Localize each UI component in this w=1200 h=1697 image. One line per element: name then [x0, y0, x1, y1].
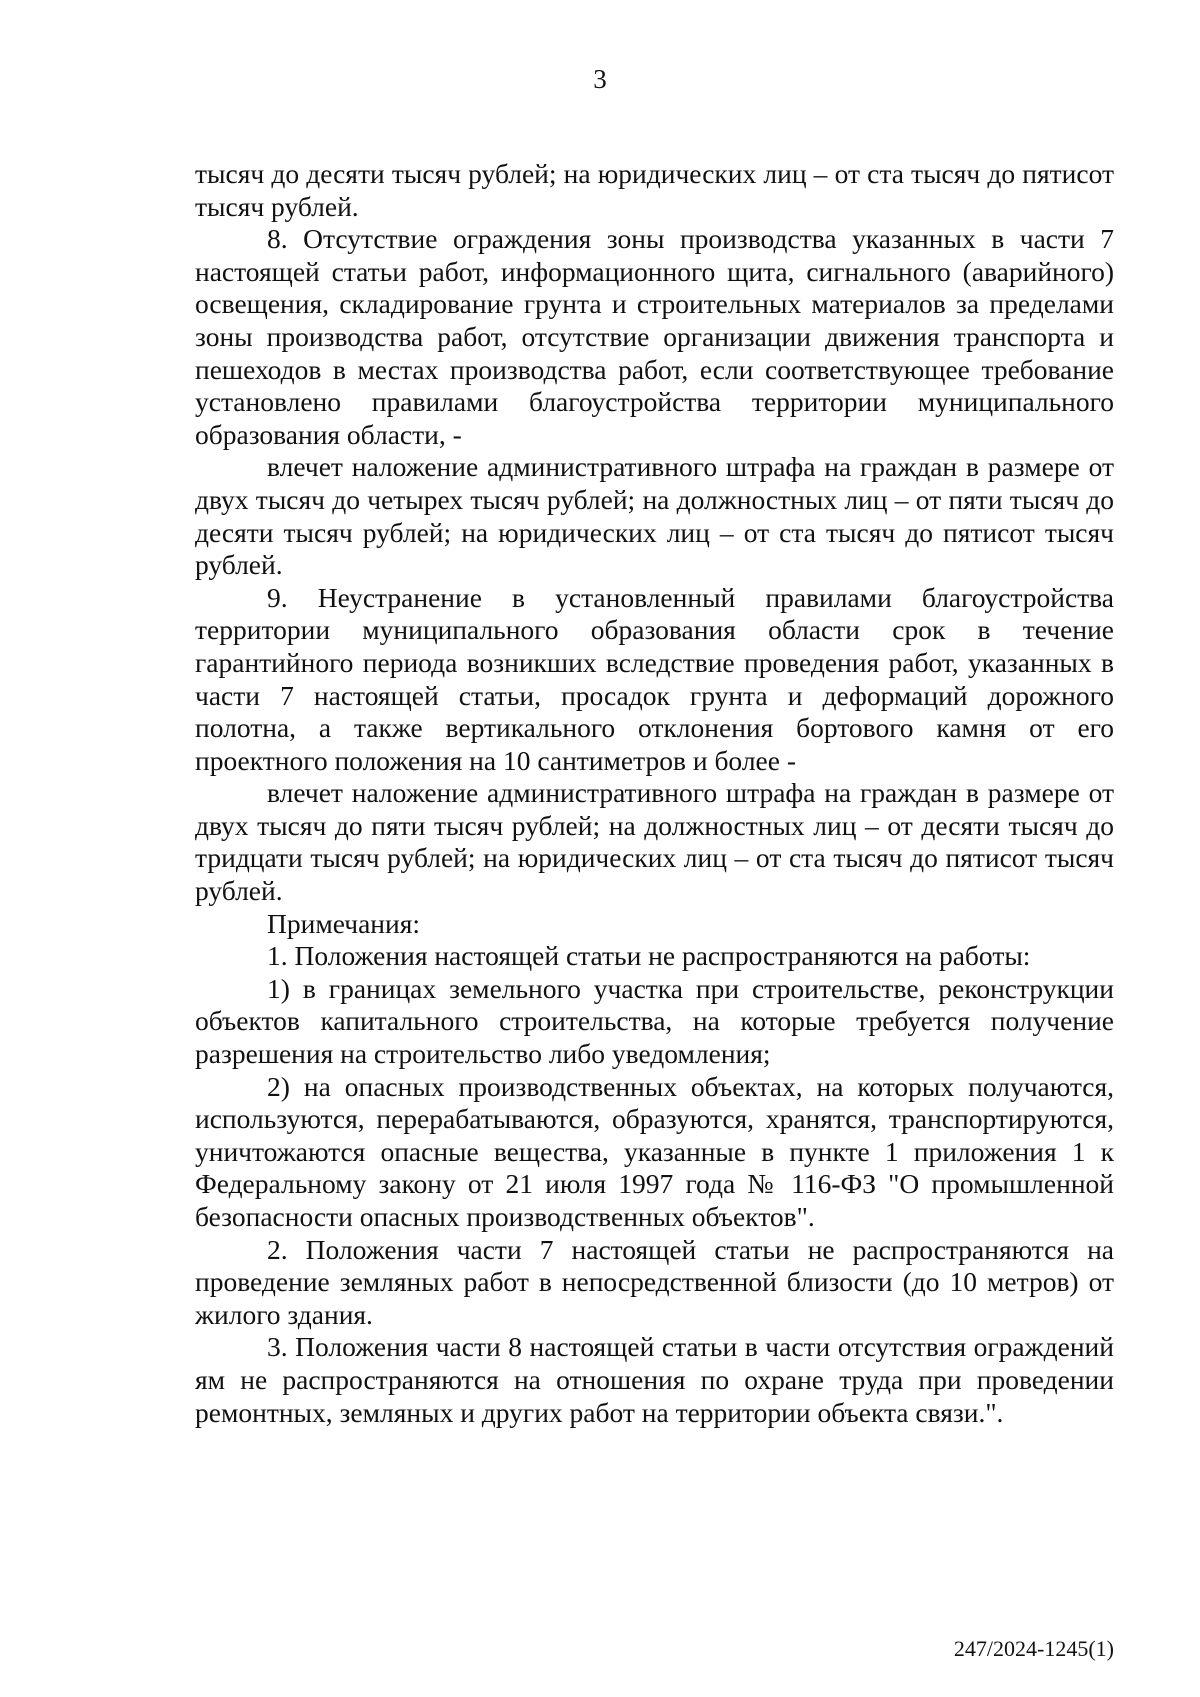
paragraph-part-9-penalty: влечет наложение административного штрафа на граждан в размере от двух тысяч до пяти тысяч рублей; на должностных лиц – от десяти тысяч до тридцати тысяч рублей; на юридических лиц – от ста тысяч до пятисот тысяч рублей.: [195, 777, 1114, 907]
paragraph-fine-continuation: тысяч до десяти тысяч рублей; на юридических лиц – от ста тысяч до пятисот тысяч рублей.: [195, 158, 1114, 222]
note-3: 3. Положения части 8 настоящей статьи в части отсутствия ограждений ям не распространяются на отношения по охране труда при проведении ремонтных, земляных и других работ на территории объекта связи.".: [195, 1331, 1114, 1428]
paragraph-part-8-penalty: влечет наложение административного штрафа на граждан в размере от двух тысяч до четырех тысяч рублей; на должностных лиц – от пяти тысяч до десяти тысяч рублей; на юридических лиц – от ста тысяч до пятисот тысяч рублей.: [195, 451, 1114, 581]
document-code: 247/2024-1245(1): [953, 1636, 1114, 1661]
document-body: [195, 158, 1114, 1429]
paragraph-part-8: 8. Отсутствие ограждения зоны производства указанных в части 7 настоящей статьи работ, информационного щита, сигнального (аварийного) освещения, складирование грунта и строительных материалов за пределами зоны производства работ, отсутствие организации движения транспорта и пешеходов в местах производства работ, если соответствующее требование установлено правилами благоустройства территории муниципального образования области, -: [195, 223, 1114, 450]
note-1: 1. Положения настоящей статьи не распространяются на работы:: [267, 940, 1031, 972]
notes-heading: Примечания:: [267, 907, 421, 939]
paragraph-part-9: 9. Неустранение в установленный правилами благоустройства территории муниципального образования области срок в течение гарантийного периода возникших вследствие проведения работ, указанных в части 7 настоящей статьи, просадок грунта и деформаций дорожного полотна, а также вертикального отклонения бортового камня от его проектного положения на 10 сантиметров и более -: [195, 581, 1114, 776]
note-1-item-2: 2) на опасных производственных объектах, на которых получаются, используются, перерабатываются, образуются, хранятся, транспортируются, уничтожаются опасные вещества, указанные в пункте 1 приложения 1 к Федеральному закону от 21 июля 1997 года № 116-ФЗ "О промышленной безопасности опасных производственных объектов".: [195, 1070, 1114, 1232]
page-number: 3: [593, 64, 607, 94]
note-1-item-1: 1) в границах земельного участка при строительстве, реконструкции объектов капитального строительства, на которые требуется получение разрешения на строительство либо уведомления;: [195, 972, 1114, 1070]
note-2: 2. Положения части 7 настоящей статьи не распространяются на проведение земляных работ в непосредственной близости (до 10 метров) от жилого здания.: [195, 1233, 1114, 1330]
